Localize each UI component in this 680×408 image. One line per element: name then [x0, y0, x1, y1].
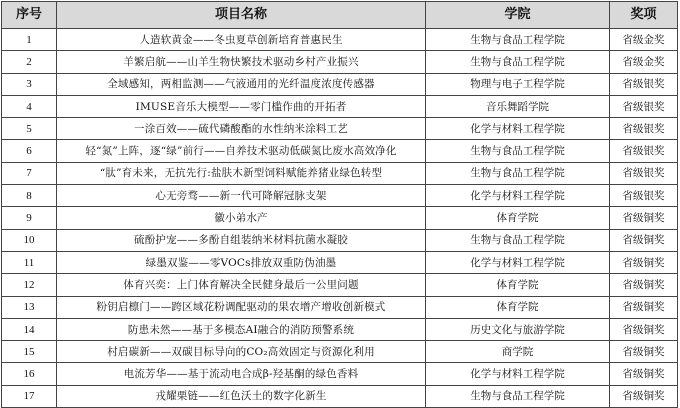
cell-school: 化学与材料工程学院	[426, 363, 610, 385]
cell-school: 生物与食品工程学院	[426, 29, 610, 51]
cell-prize: 省级银奖	[610, 95, 678, 117]
cell-prize: 省级铜奖	[610, 274, 678, 296]
cell-school: 物理与电子工程学院	[426, 73, 610, 95]
table-row	[2, 207, 678, 229]
cell-no: 4	[2, 95, 57, 117]
table-row	[2, 318, 678, 340]
table-row	[2, 73, 678, 95]
table-header	[2, 2, 678, 29]
cell-no: 11	[2, 251, 57, 273]
cell-school: 生物与食品工程学院	[426, 140, 610, 162]
table-row	[2, 118, 678, 140]
cell-no: 17	[2, 385, 57, 407]
cell-name: IMUSE音乐大模型——零门槛作曲的开拓者	[57, 95, 426, 117]
table-row	[2, 385, 678, 407]
cell-prize: 省级金奖	[610, 29, 678, 51]
cell-no: 10	[2, 229, 57, 251]
cell-no: 12	[2, 274, 57, 296]
cell-school: 历史文化与旅游学院	[426, 318, 610, 340]
cell-prize: 省级铜奖	[610, 385, 678, 407]
cell-school: 生物与食品工程学院	[426, 385, 610, 407]
table-row	[2, 274, 678, 296]
header-school: 学院	[426, 2, 610, 29]
cell-no: 3	[2, 73, 57, 95]
cell-name: 徽小弟水产	[57, 207, 426, 229]
cell-no: 16	[2, 363, 57, 385]
cell-school: 化学与材料工程学院	[426, 185, 610, 207]
cell-no: 5	[2, 118, 57, 140]
table-row	[2, 341, 678, 363]
cell-school: 体育学院	[426, 296, 610, 318]
cell-no: 8	[2, 185, 57, 207]
cell-school: 化学与材料工程学院	[426, 251, 610, 273]
cell-name: 体育兴奕：上门体育解决全民健身最后一公里问题	[57, 274, 426, 296]
cell-prize: 省级银奖	[610, 118, 678, 140]
table-row	[2, 185, 678, 207]
cell-school: 化学与材料工程学院	[426, 118, 610, 140]
table-body	[2, 29, 678, 408]
cell-school: 体育学院	[426, 274, 610, 296]
cell-no: 13	[2, 296, 57, 318]
cell-prize: 省级铜奖	[610, 363, 678, 385]
table-row	[2, 363, 678, 385]
cell-name: 一涂百效——硫代磷酸酯的水性纳米涂料工艺	[57, 118, 426, 140]
cell-school: 商学院	[426, 341, 610, 363]
cell-prize: 省级铜奖	[610, 207, 678, 229]
cell-no: 15	[2, 341, 57, 363]
cell-prize: 省级金奖	[610, 51, 678, 73]
cell-name: 人造软黄金——冬虫夏草创新培育普惠民生	[57, 29, 426, 51]
cell-school: 生物与食品工程学院	[426, 51, 610, 73]
cell-name: 戎耀栗链——红色沃土的数字化新生	[57, 385, 426, 407]
cell-no: 1	[2, 29, 57, 51]
cell-name: 心无旁骛——新一代可降解冠脉支架	[57, 185, 426, 207]
cell-name: 全域感知，两相监测——气液通用的光纤温度浓度传感器	[57, 73, 426, 95]
cell-no: 9	[2, 207, 57, 229]
cell-prize: 省级银奖	[610, 162, 678, 184]
cell-prize: 省级铜奖	[610, 296, 678, 318]
cell-name: 电流芳华——基于流动电合成β-羟基酮的绿色香料	[57, 363, 426, 385]
cell-prize: 省级铜奖	[610, 341, 678, 363]
header-row	[2, 2, 678, 29]
cell-school: 体育学院	[426, 207, 610, 229]
header-prize: 奖项	[610, 2, 678, 29]
table-row	[2, 140, 678, 162]
cell-no: 7	[2, 162, 57, 184]
cell-prize: 省级银奖	[610, 185, 678, 207]
cell-name: 村启碳新——双碳目标导向的CO₂高效固定与资源化利用	[57, 341, 426, 363]
cell-name: 绿墨双鉴——零VOCs排放双重防伪油墨	[57, 251, 426, 273]
cell-name: 轻“氮”上阵，逐“绿”前行——自养技术驱动低碳氮比废水高效净化	[57, 140, 426, 162]
cell-name: 羊繁启航——山羊生物快繁技术驱动乡村产业振兴	[57, 51, 426, 73]
table-row	[2, 251, 678, 273]
table-row	[2, 51, 678, 73]
cell-prize: 省级银奖	[610, 140, 678, 162]
cell-name: 硫酚护宠——多酚自组装纳米材料抗菌水凝胶	[57, 229, 426, 251]
cell-school: 音乐舞蹈学院	[426, 95, 610, 117]
cell-prize: 省级铜奖	[610, 318, 678, 340]
header-no: 序号	[2, 2, 57, 29]
cell-school: 生物与食品工程学院	[426, 229, 610, 251]
cell-no: 6	[2, 140, 57, 162]
table-row	[2, 29, 678, 51]
award-table	[1, 1, 678, 408]
cell-prize: 省级银奖	[610, 73, 678, 95]
table-row	[2, 162, 678, 184]
cell-no: 2	[2, 51, 57, 73]
cell-name: “肽”育未来，无抗先行:盐肤木新型饲料赋能养猪业绿色转型	[57, 162, 426, 184]
cell-no: 14	[2, 318, 57, 340]
header-name: 项目名称	[57, 2, 426, 29]
cell-prize: 省级铜奖	[610, 229, 678, 251]
cell-prize: 省级铜奖	[610, 251, 678, 273]
table-row	[2, 229, 678, 251]
cell-name: 防患未然——基于多模态AI融合的消防预警系统	[57, 318, 426, 340]
cell-name: 粉钥启檩门——跨区域花粉调配驱动的果农增产增收创新模式	[57, 296, 426, 318]
table-row	[2, 95, 678, 117]
table-row	[2, 296, 678, 318]
cell-school: 生物与食品工程学院	[426, 162, 610, 184]
